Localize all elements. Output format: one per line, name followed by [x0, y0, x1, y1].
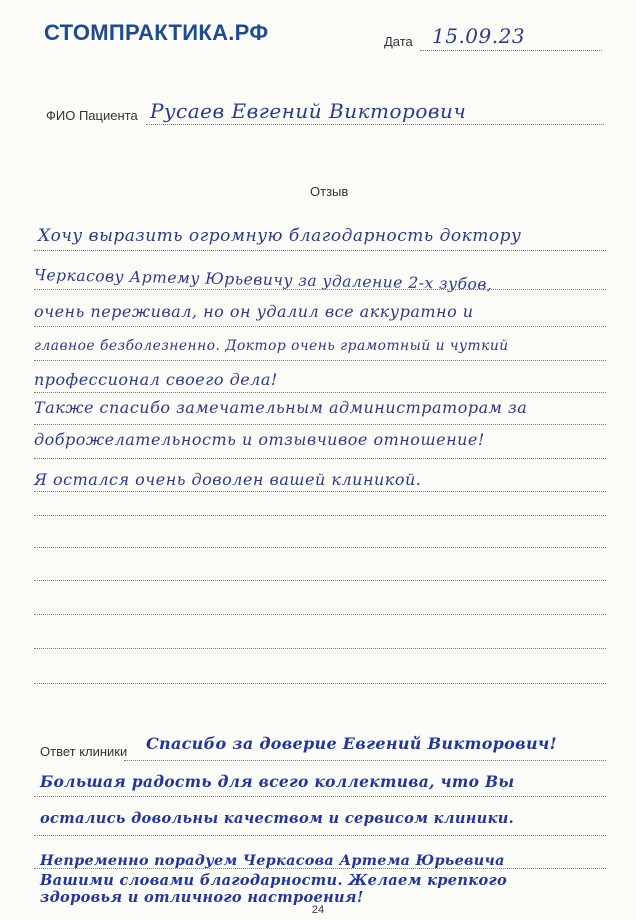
patient-name: Русаев Евгений Викторович	[150, 99, 467, 123]
review-heading: Отзыв	[310, 184, 349, 199]
ruled-line	[34, 515, 606, 516]
page-number: 24	[311, 904, 325, 916]
review-line: Также спасибо замечательным администраторам за	[34, 398, 528, 417]
ruled-line	[34, 424, 606, 425]
date-label: Дата	[384, 34, 413, 49]
reply-line: Непременно порадуем Черкасова Артема Юрьевича	[40, 852, 505, 869]
reply-line-rule	[34, 796, 606, 797]
ruled-line	[34, 458, 606, 459]
ruled-line	[34, 648, 606, 649]
clinic-reply-label: Ответ клиники	[40, 744, 128, 759]
reply-line: Спасибо за доверие Евгений Викторович!	[146, 734, 557, 753]
ruled-line	[34, 289, 606, 290]
reply-line-rule	[34, 835, 606, 836]
review-line: Черкасову Артему Юрьевичу за удаление 2-х зубов,	[33, 266, 493, 294]
review-line: доброжелательность и отзывчивое отношение!	[34, 430, 485, 449]
clinic-logo: СТОМПРАКТИКА.РФ	[44, 20, 269, 45]
ruled-line	[34, 250, 606, 251]
ruled-line	[34, 580, 606, 581]
reply-line: Большая радость для всего коллектива, что Вы	[40, 772, 515, 791]
ruled-line	[34, 360, 606, 361]
date-line	[420, 50, 602, 51]
ruled-line	[34, 392, 606, 393]
review-line: Я остался очень доволен вашей клиникой.	[34, 470, 422, 489]
reply-line: здоровья и отличного настроения!	[40, 889, 364, 906]
reply-line-rule	[34, 868, 606, 869]
review-line: очень переживал, но он удалил все аккуратно и	[34, 302, 474, 321]
ruled-line	[34, 491, 606, 492]
ruled-line	[34, 326, 606, 327]
review-line: профессионал своего дела!	[34, 370, 278, 389]
reply-line: Вашими словами благодарности. Желаем крепкого	[40, 872, 508, 889]
ruled-line	[34, 547, 606, 548]
reply-line-rule	[124, 760, 606, 761]
date-value: 15.09.23	[432, 24, 526, 48]
ruled-line	[34, 614, 606, 615]
ruled-line	[34, 683, 606, 684]
review-line: главное безболезненно. Доктор очень грамотный и чуткий	[34, 338, 509, 354]
patient-label: ФИО Пациента	[46, 108, 138, 123]
review-line: Хочу выразить огромную благодарность доктору	[38, 226, 522, 246]
reply-line: остались довольны качеством и сервисом клиники.	[40, 810, 515, 827]
patient-line	[146, 124, 604, 125]
